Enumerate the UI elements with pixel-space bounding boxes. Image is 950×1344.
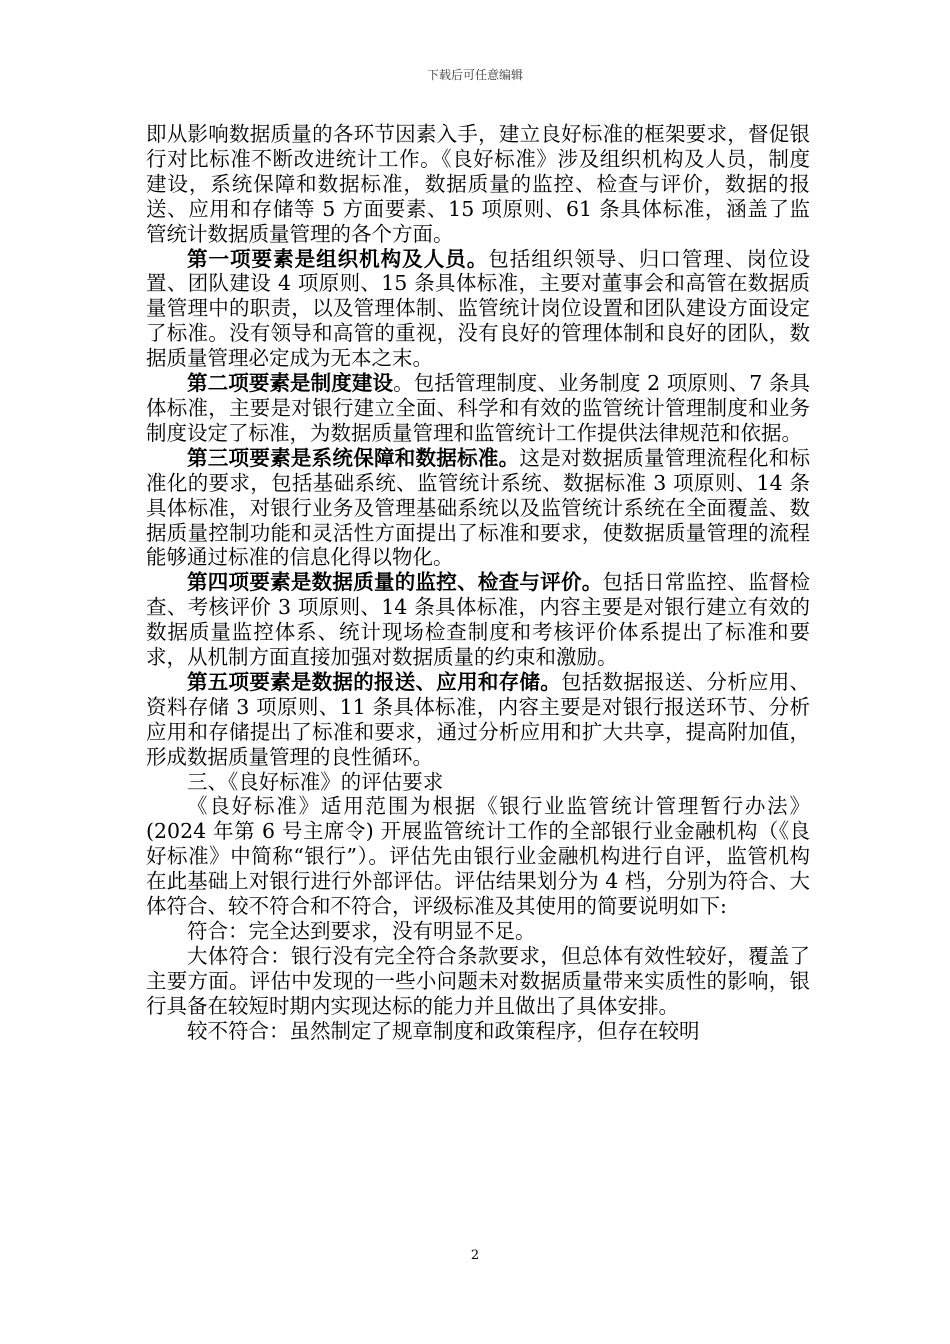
paragraph-text: 《良好标准》适用范围为根据《银行业监管统计管理暂行办法》(2024 年第 6 号主席令) 开展监管统计工作的全部银行业金融机构（《良好标准》中简称“银行”）。评估先由银行业金融机构进行自评，监管机构在此基础上对银行进行外部评估。评估结果划分为 4 档，分别为符合、大体符合、较不符合和不符合，评级标准及其使用的简要说明如下: bbox=[146, 794, 810, 919]
paragraph-text: 包括组织领导、归口管理、岗位设置、团队建设 4 项原则、15 条具体标准，主要对董事会和高管在数据质量管理中的职责，以及管理体制、监管统计岗位设置和团队建设方面设定了标准。没有领导和高管的重视，没有良好的管理体制和良好的团队，数据质量管理必定成为无本之末。 bbox=[146, 246, 810, 371]
paragraph-text: 即从影响数据质量的各环节因素入手，建立良好标准的框架要求，督促银行对比标准不断改进统计工作。《良好标准》涉及组织机构及人员，制度建设，系统保障和数据标准，数据质量的监控、检查与评价，数据的报送、应用和存储等 5 方面要素、15 项原则、61 条具体标准，涵盖了监管统计数据质量管理的各个方面。 bbox=[146, 122, 810, 246]
section-heading bbox=[146, 770, 810, 795]
paragraph-rating-largely-compliant bbox=[146, 944, 810, 1019]
paragraph-lead: 第一项要素是组织机构及人员。 bbox=[187, 246, 489, 271]
paragraph-element-2 bbox=[146, 371, 810, 446]
paragraph-lead: 第五项要素是数据的报送、应用和存储。 bbox=[187, 669, 561, 694]
paragraph-lead: 第四项要素是数据质量的监控、检查与评价。 bbox=[187, 570, 603, 595]
page-number: 2 bbox=[470, 1248, 480, 1263]
paragraph-intro bbox=[146, 122, 810, 247]
paragraph-text: 包括日常监控、监督检查、考核评价 3 项原则、14 条具体标准，内容主要是对银行建立有效的数据质量监控体系、统计现场检查制度和考核评价体系提出了标准和要求，从机制方面直接加强对数据质量的约束和激励。 bbox=[146, 570, 811, 670]
paragraph-element-3 bbox=[146, 446, 810, 571]
document-body bbox=[146, 122, 810, 1044]
paragraph-rating-compliant bbox=[146, 919, 810, 944]
paragraph-lead: 第二项要素是制度建设 bbox=[187, 371, 394, 396]
paragraph-element-1 bbox=[146, 247, 810, 372]
paragraph-text: 大体符合：银行没有完全符合条款要求，但总体有效性较好，覆盖了主要方面。评估中发现的一些小问题未对数据质量带来实质性的影响，银行具备在较短时期内实现达标的能力并且做出了具体安排。 bbox=[146, 943, 810, 1018]
paragraph-rating-materially-noncompliant bbox=[146, 1019, 810, 1044]
paragraph-text: 较不符合：虽然制定了规章制度和政策程序，但存在较明 bbox=[187, 1018, 700, 1043]
paragraph-element-4 bbox=[146, 570, 810, 670]
page-header: 下载后可任意编辑 bbox=[426, 68, 523, 82]
paragraph-scope bbox=[146, 794, 810, 919]
paragraph-element-5 bbox=[146, 670, 810, 770]
paragraph-text: 三、《良好标准》的评估要求 bbox=[187, 769, 444, 794]
paragraph-text: 这是对数据质量管理流程化和标准化的要求，包括基础系统、监管统计系统、数据标准 3 项原则、14 条具体标准，对银行业务及管理基础系统以及监管统计系统在全面覆盖、数据质量控制功能和灵活性方面提出了标准和要求，使数据质量管理的流程能够通过标准的信息化得以物化。 bbox=[146, 445, 811, 570]
paragraph-text: 符合：完全达到要求，没有明显不足。 bbox=[187, 919, 536, 943]
paragraph-text: 包括数据报送、分析应用、资料存储 3 项原则、11 条具体标准，内容主要是对银行报送环节、分析应用和存储提出了标准和要求，通过分析应用和扩大共享，提高附加值，形成数据质量管理的良性循环。 bbox=[146, 669, 811, 769]
paragraph-lead: 第三项要素是系统保障和数据标准。 bbox=[187, 445, 520, 470]
paragraph-text: 。包括管理制度、业务制度 2 项原则、7 条具体标准，主要是对银行建立全面、科学和有效的监管统计管理制度和业务制度设定了标准，为数据质量管理和监管统计工作提供法律规范和依据。 bbox=[146, 371, 810, 445]
